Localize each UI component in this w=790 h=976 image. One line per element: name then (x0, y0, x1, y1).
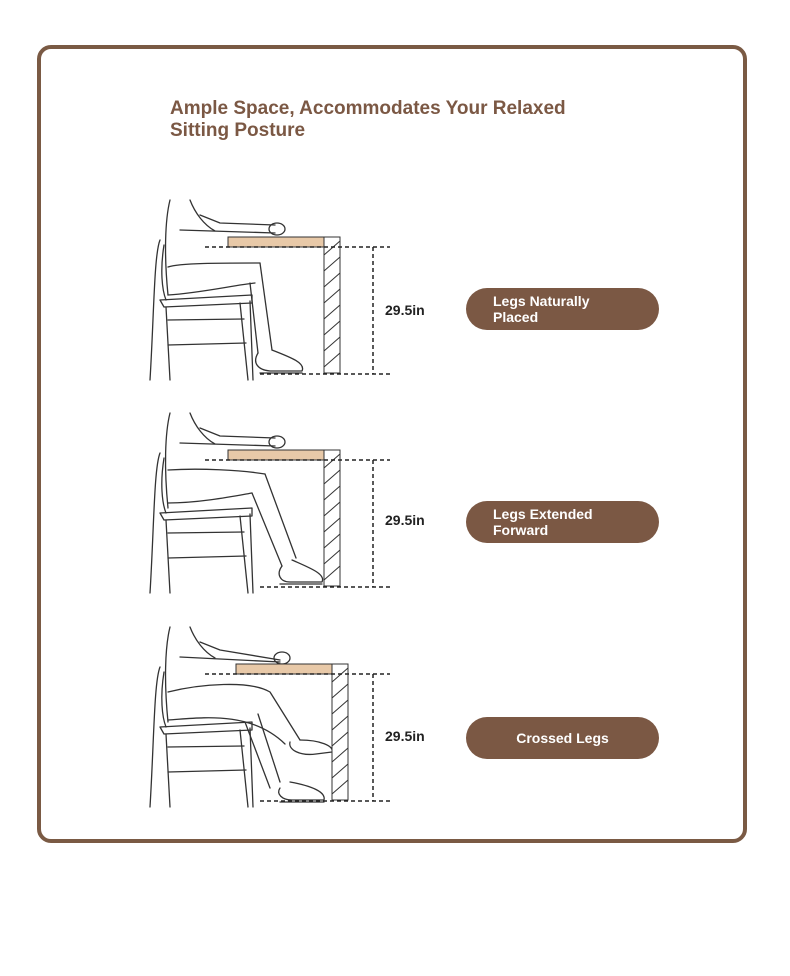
posture-label-crossed-legs (466, 717, 659, 759)
posture-label-line-2: Placed (493, 309, 539, 325)
posture-label-line-1: Legs Extended (493, 506, 593, 522)
table-height-label: 29.5in (385, 728, 425, 744)
table-height-label: 29.5in (385, 512, 425, 528)
posture-diagram-crossed-legs (140, 622, 440, 812)
sitting-figure-illustration (140, 622, 440, 812)
posture-diagram-naturally-placed (140, 195, 440, 385)
table-height-label: 29.5in (385, 302, 425, 318)
title-line-2: Sitting Posture (170, 120, 306, 141)
posture-label-line-2: Forward (493, 522, 549, 538)
posture-label-legs-naturally-placed (466, 288, 659, 330)
posture-label-line-1: Crossed Legs (516, 730, 609, 746)
page-title (170, 98, 610, 142)
posture-diagram-extended-forward (140, 408, 440, 598)
posture-label-line-1: Legs Naturally (493, 293, 590, 309)
posture-label-legs-extended-forward (466, 501, 659, 543)
sitting-figure-illustration (140, 195, 440, 385)
title-line-1: Ample Space, Accommodates Your Relaxed (170, 98, 566, 119)
sitting-figure-illustration (140, 408, 440, 598)
